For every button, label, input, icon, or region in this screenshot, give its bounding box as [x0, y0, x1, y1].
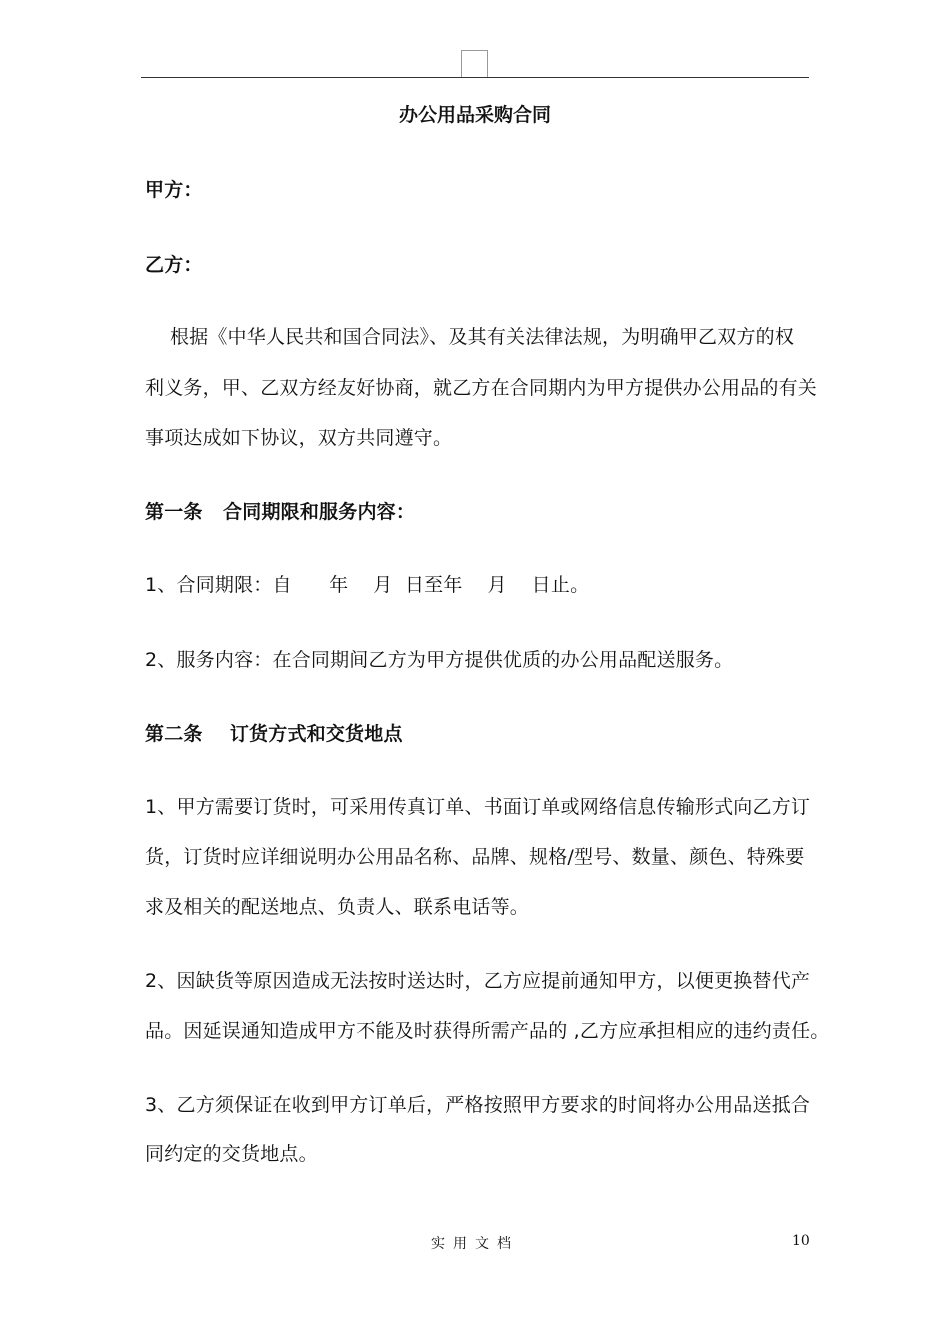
article2-item2-line: 2、因缺货等原因造成无法按时送达时，乙方应提前通知甲方，以便更换替代产 [145, 970, 811, 992]
article2-item3-line: 同约定的交货地点。 [145, 1143, 318, 1165]
intro-line: 根据《中华人民共和国合同法》、及其有关法律法规，为明确甲乙双方的权 [145, 326, 795, 348]
header-rule [141, 77, 809, 78]
article1-item1: 1、合同期限：自 年 月 日至年 月 日止。 [145, 574, 590, 596]
intro-line: 利义务，甲、乙双方经友好协商，就乙方在合同期内为甲方提供办公用品的有关 [145, 377, 818, 399]
party-a-label: 甲方： [145, 179, 203, 201]
article2-item1-line: 求及相关的配送地点、负责人、联系电话等。 [145, 896, 530, 918]
article2-heading: 第二条 订货方式和交货地点 [145, 723, 403, 745]
article2-item3-line: 3、乙方须保证在收到甲方订单后，严格按照甲方要求的时间将办公用品送抵合 [145, 1094, 811, 1116]
article2-item1-line: 货，订货时应详细说明办公用品名称、品牌、规格/型号、数量、颜色、特殊要 [145, 846, 805, 868]
party-b-label: 乙方： [145, 254, 203, 276]
intro-line: 事项达成如下协议，双方共同遵守。 [145, 427, 453, 449]
article2-item2-line: 品。因延误通知造成甲方不能及时获得所需产品的 ,乙方应承担相应的违约责任。 [145, 1020, 830, 1042]
article1-item2: 2、服务内容：在合同期间乙方为甲方提供优质的办公用品配送服务。 [145, 649, 734, 671]
page-number: 10 [792, 1233, 810, 1249]
document-title: 办公用品采购合同 [398, 104, 551, 126]
header-box [461, 50, 488, 77]
article1-heading: 第一条 合同期限和服务内容： [145, 501, 416, 523]
article2-item1-line: 1、甲方需要订货时，可采用传真订单、书面订单或网络信息传输形式向乙方订 [145, 796, 811, 818]
footer-label: 实用文档 [431, 1236, 519, 1252]
